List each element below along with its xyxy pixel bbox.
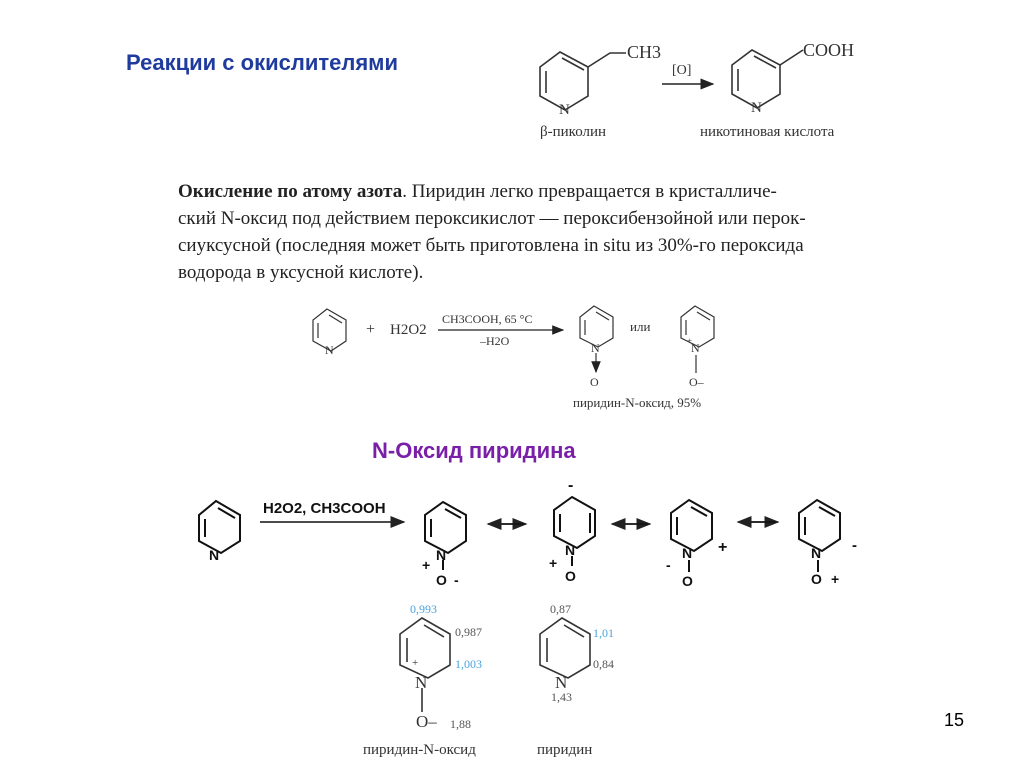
oxidant-label: [O] (672, 63, 692, 78)
rs4-minus: + (831, 571, 840, 587)
pyridine-reactant-n: N (325, 343, 334, 357)
oxide-value-2: 0,987 (455, 625, 482, 639)
rs3-plus: - (666, 557, 671, 573)
nicotinic-acid-structure (732, 50, 803, 108)
pyridine-start (199, 501, 240, 553)
ionic-o: O– (689, 375, 704, 389)
carboxyl-label: COOH (803, 40, 855, 60)
rs3-minus: + (718, 539, 728, 556)
slide-title: Реакции с окислителями (126, 50, 398, 75)
rs2-minus: - (568, 477, 574, 494)
rs2-o: O (565, 568, 576, 584)
density-n-oxide-structure (400, 618, 450, 712)
page-number: 15 (944, 710, 965, 730)
n-oxide-n: N (591, 341, 600, 355)
paragraph-line2: ский N-оксид под действием пероксикислот — пероксибензойной или перок- (178, 208, 806, 229)
rs4-plus: - (852, 537, 857, 554)
n-oxide-caption: пиридин-N-оксид, 95% (573, 395, 702, 410)
paragraph-bold-lead: Окисление по атому азота (178, 181, 403, 202)
paragraph-line3: сиуксусной (последняя может быть приготовлена in situ из 30%-го пероксида (178, 235, 804, 256)
resonance-structure-3 (671, 500, 712, 572)
paragraph-line1: . Пиридин легко превращается в кристалличе- (402, 181, 777, 202)
plus-sign: + (366, 321, 376, 338)
rs2-plus: + (549, 555, 558, 571)
resonance-structure-4 (799, 500, 840, 572)
rs4-n: N (811, 545, 822, 561)
nicotinic-n: N (751, 100, 762, 116)
pyridine-caption: пиридин (537, 742, 593, 758)
rs1-plus: + (422, 557, 431, 573)
rs4-o: O (811, 571, 822, 587)
methyl-label: CH3 (627, 42, 662, 62)
rs1-minus: - (454, 572, 459, 588)
rs1-o: O (436, 572, 447, 588)
section-title: N-Оксид пиридина (372, 438, 576, 463)
density-oxide-o: O– (416, 712, 437, 731)
rs3-o: O (682, 573, 693, 589)
hydrogen-peroxide: H2O2 (390, 322, 427, 338)
pyridine-value-4: 1,43 (551, 690, 572, 704)
conditions-top: CH3COOH, 65 °C (442, 312, 533, 326)
nicotinic-label: никотиновая кислота (700, 124, 835, 140)
pyridine-value-3: 0,84 (593, 657, 614, 671)
density-oxide-plus: + (412, 657, 419, 669)
oxide-value-1: 0,993 (410, 602, 437, 616)
pyridine-value-2: 1,01 (593, 626, 614, 640)
n-oxide-arrow-form (580, 306, 613, 372)
oxide-caption: пиридин-N-оксид (363, 742, 476, 758)
oxide-value-3: 1,003 (455, 657, 482, 671)
or-label: или (630, 319, 651, 334)
density-oxide-n: N (415, 673, 428, 692)
n-oxide-ionic-form (681, 306, 714, 373)
resonance-reagents: H2O2, CH3COOH (263, 500, 386, 517)
beta-picoline-structure (540, 52, 626, 110)
picoline-n: N (559, 102, 570, 118)
rs3-n: N (682, 545, 693, 561)
rs1-n: N (436, 547, 447, 563)
oxide-value-4: 1,88 (450, 717, 471, 731)
ionic-n: N (691, 341, 700, 355)
conditions-bottom: –H2O (480, 334, 510, 348)
n-oxide-o: O (590, 375, 599, 389)
paragraph-line4: водорода в уксусной кислоте). (178, 262, 424, 283)
start-n: N (209, 547, 220, 563)
density-pyridine-n: N (555, 673, 568, 692)
rs2-n: N (565, 542, 576, 558)
density-pyridine-structure (540, 618, 590, 678)
picoline-label: β-пиколин (540, 124, 607, 140)
pyridine-value-1: 0,87 (550, 602, 571, 616)
ionic-plus: + (687, 336, 693, 346)
